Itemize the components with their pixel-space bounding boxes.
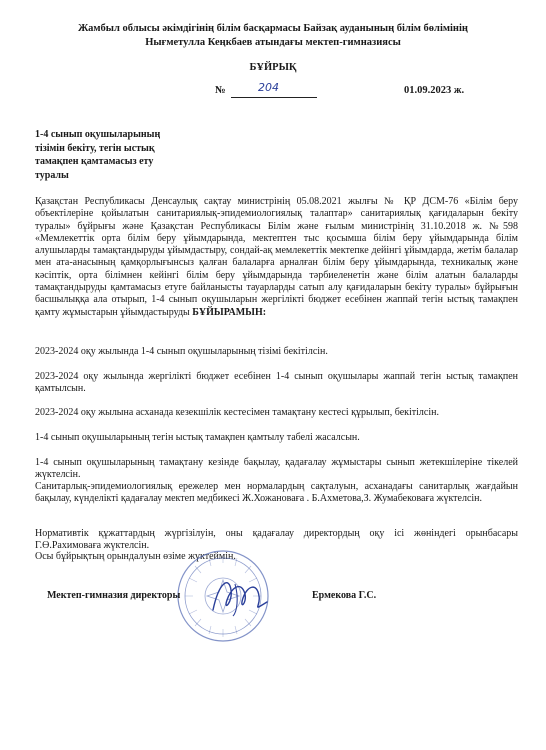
item-5: 1-4 сынып оқушыларының тамақтану кезінде бақылау, қадағалау жұмыстары сынып жетекшілеріне тікелей жүктелсін. (35, 457, 518, 481)
order-number-label: № (215, 85, 226, 96)
order-word: БҰЙЫРАМЫН: (192, 306, 267, 318)
item-8: Осы бұйрықтың орындалуын өзіме жүктеймін. (35, 551, 236, 562)
item-1: 2023-2024 оқу жылында 1-4 сынып оқушыларының тізімі бекітілсін. (35, 346, 328, 357)
header-line-1: Жамбыл облысы әкімдігінің білім басқармасы Байзақ ауданының білім бөлімінің (78, 23, 468, 34)
item-4: 1-4 сынып оқушыларының тегін ыстық тамақпен қамтылу табелі жасалсын. (35, 432, 360, 443)
preamble-paragraph (35, 196, 518, 319)
signature-position: Мектеп-гимназия директоры (47, 590, 181, 601)
item-6: Санитарлық-эпидемиологиялық ережелер мен нормалардың сақталуын, асханадағы санитарлық жағдайын бақылау, күнделікті қадағалау мектеп медбикесі Ж.Хожановаға . Б.Ахметова,З. Жумабековаға жүктелсін. (35, 481, 518, 505)
order-date: 01.09.2023 ж. (404, 85, 465, 96)
header-line-2: Нығметулла Кеңкбаев атындағы мектеп-гимназиясы (145, 37, 401, 48)
director-signature (205, 572, 275, 620)
order-number-underline (231, 97, 317, 98)
subject-line-1: 1-4 сынып оқушыларының (35, 129, 161, 140)
item-7: Нормативтік құжаттардың жүргізілуін, оны қадағалау директордың оқу ісі жөніндегі орынбасары Г.Ө.Рахимоваға жүктелсін. (35, 528, 518, 552)
preamble-text: Қазақстан Республикасы Денсаулық сақтау министрінің 05.08.2021 жылғы № ҚР ДСМ-76 «Білім беру объектілеріне қойылатын санитариялық-эпидемиологиялық талаптар» санитариялық қағидаларын бекіту туралы» бұйрығы және Қазақстан Республикасы Білім және ғылым министрінің 31.10.2018 ж. №598 «Мемлекеттік орта білім беру ұйымдарында, мектептен тыс қосымша білім беру ұйымдарында білім алушыларды тамақтандыруды ұйымдастыру, сондай-ақ мемлекеттік мектепке дейінгі ұйымдарда, жетім балалар мен ата-анасының қамқорлығынсыз қалған балаларға арналған білім беру ұйымдарында, техникалық және кәсіптік, орта білімнен кейінгі білім беру ұйымдарында тәрбиеленетін және білім алатын балаларды тамақтандыруды қамтамасыз етуге байланысты тауарларды сатып алу қағидаларын бекіту туралы» бұйрығын басшылыққа ала отырып, 1-4 сынып оқушыларын жергілікті бюджет есебінен жаппай тегін ыстық тамақпен қамту жұмыстарын ұйымдастыруды (35, 196, 518, 318)
item-2: 2023-2024 оқу жылында жергілікті бюджет есебінен 1-4 сынып оқушылары жаппай тегін ыстық тамақпен қамтылсын. (35, 371, 518, 395)
order-title: БҰЙРЫҚ (249, 62, 297, 73)
subject-line-4: туралы (35, 169, 69, 181)
order-subject (35, 128, 185, 182)
order-number-row (0, 81, 546, 99)
signature-name: Ермекова Г.С. (312, 590, 377, 601)
order-number-handwritten: 204 (258, 81, 279, 94)
subject-line-2: тізімін бекіту, тегін ыстық (35, 142, 155, 154)
subject-line-3: тамақпен қамтамасыз ету (35, 156, 154, 167)
item-3: 2023-2024 оқу жылына асханада кезекшілік кестесімен тамақтану кестесі құрылып, бекітілсін. (35, 407, 439, 418)
